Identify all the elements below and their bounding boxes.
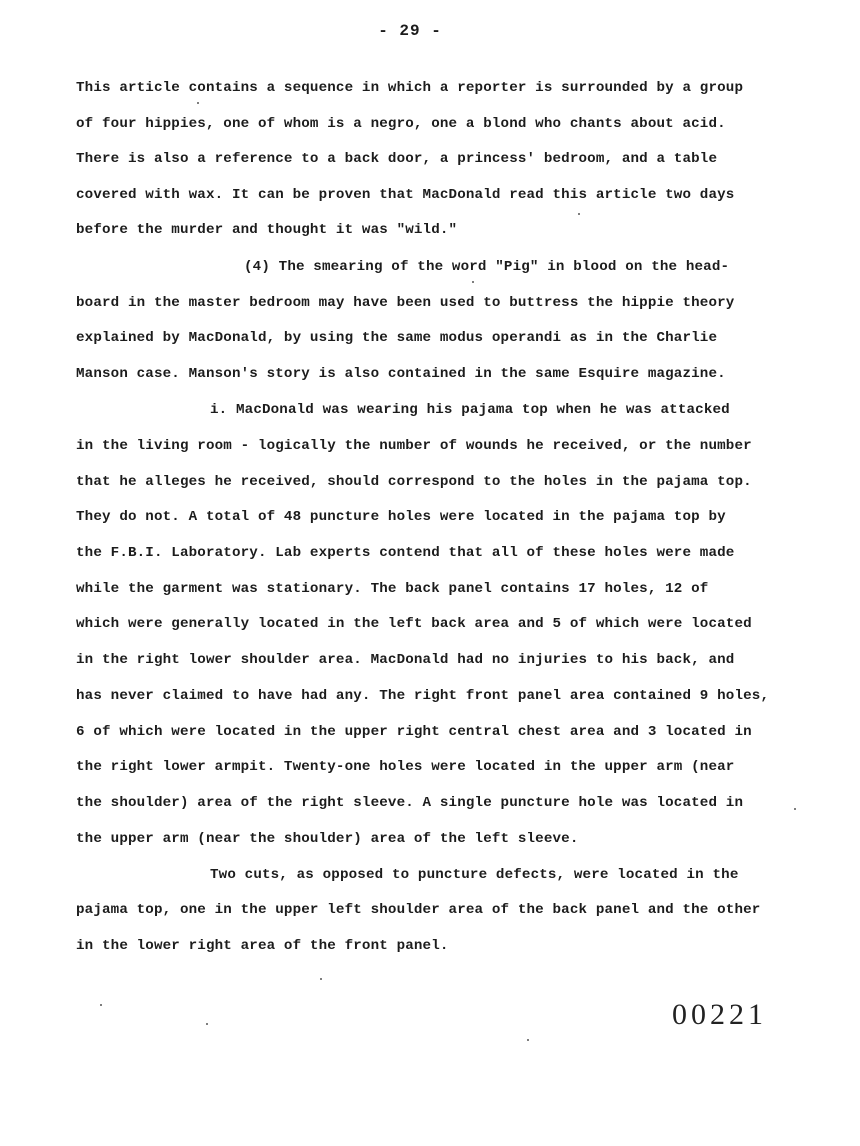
scan-speck	[100, 1004, 102, 1006]
document-control-number: 00221	[672, 998, 767, 1031]
paragraph-3-line-6: while the garment was stationary. The back panel contains 17 holes, 12 of	[76, 581, 709, 597]
paragraph-1-line-1: This article contains a sequence in which a reporter is surrounded by a group	[76, 80, 744, 96]
paragraph-3-line-1: i. MacDonald was wearing his pajama top when he was attacked	[210, 402, 730, 418]
scan-speck	[794, 808, 796, 810]
paragraph-1-line-2: of four hippies, one of whom is a negro, one a blond who chants about acid.	[76, 116, 726, 132]
paragraph-3-line-4: They do not. A total of 48 puncture holes were located in the pajama top by	[76, 509, 726, 525]
paragraph-2-line-2: board in the master bedroom may have been used to buttress the hippie theory	[76, 295, 735, 311]
paragraph-2-line-1: (4) The smearing of the word "Pig" in blood on the head-	[244, 259, 730, 275]
paragraph-3-line-7: which were generally located in the left back area and 5 of which were located	[76, 616, 752, 632]
paragraph-1-line-3: There is also a reference to a back door, a princess' bedroom, and a table	[76, 151, 718, 167]
paragraph-3-line-3: that he alleges he received, should correspond to the holes in the pajama top.	[76, 474, 752, 490]
paragraph-2-line-4: Manson case. Manson's story is also contained in the same Esquire magazine.	[76, 366, 726, 382]
paragraph-3-line-8: in the right lower shoulder area. MacDonald had no injuries to his back, and	[76, 652, 735, 668]
paragraph-3-line-12: the shoulder) area of the right sleeve. A single puncture hole was located in	[76, 795, 744, 811]
scan-speck	[472, 281, 474, 283]
paragraph-3-line-10: 6 of which were located in the upper right central chest area and 3 located in	[76, 724, 752, 740]
paragraph-4-line-2: pajama top, one in the upper left shoulder area of the back panel and the other	[76, 902, 761, 918]
paragraph-3-line-11: the right lower armpit. Twenty-one holes were located in the upper arm (near	[76, 759, 735, 775]
scan-speck	[206, 1023, 208, 1025]
paragraph-2-line-3: explained by MacDonald, by using the same modus operandi as in the Charlie	[76, 330, 718, 346]
scan-speck	[197, 102, 199, 104]
paragraph-4-line-1: Two cuts, as opposed to puncture defects, were located in the	[210, 867, 739, 883]
paragraph-4-line-3: in the lower right area of the front panel.	[76, 938, 449, 954]
scan-speck	[527, 1039, 529, 1041]
paragraph-3-line-5: the F.B.I. Laboratory. Lab experts contend that all of these holes were made	[76, 545, 735, 561]
page-number: - 29 -	[378, 22, 442, 40]
paragraph-1-line-4: covered with wax. It can be proven that MacDonald read this article two days	[76, 187, 735, 203]
paragraph-3-line-2: in the living room - logically the number of wounds he received, or the number	[76, 438, 752, 454]
paragraph-3-line-9: has never claimed to have had any. The right front panel area contained 9 holes,	[76, 688, 770, 704]
scan-speck	[320, 978, 322, 980]
scan-speck	[578, 213, 580, 215]
paragraph-1-line-5: before the murder and thought it was "wild."	[76, 222, 458, 238]
paragraph-3-line-13: the upper arm (near the shoulder) area of the left sleeve.	[76, 831, 579, 847]
